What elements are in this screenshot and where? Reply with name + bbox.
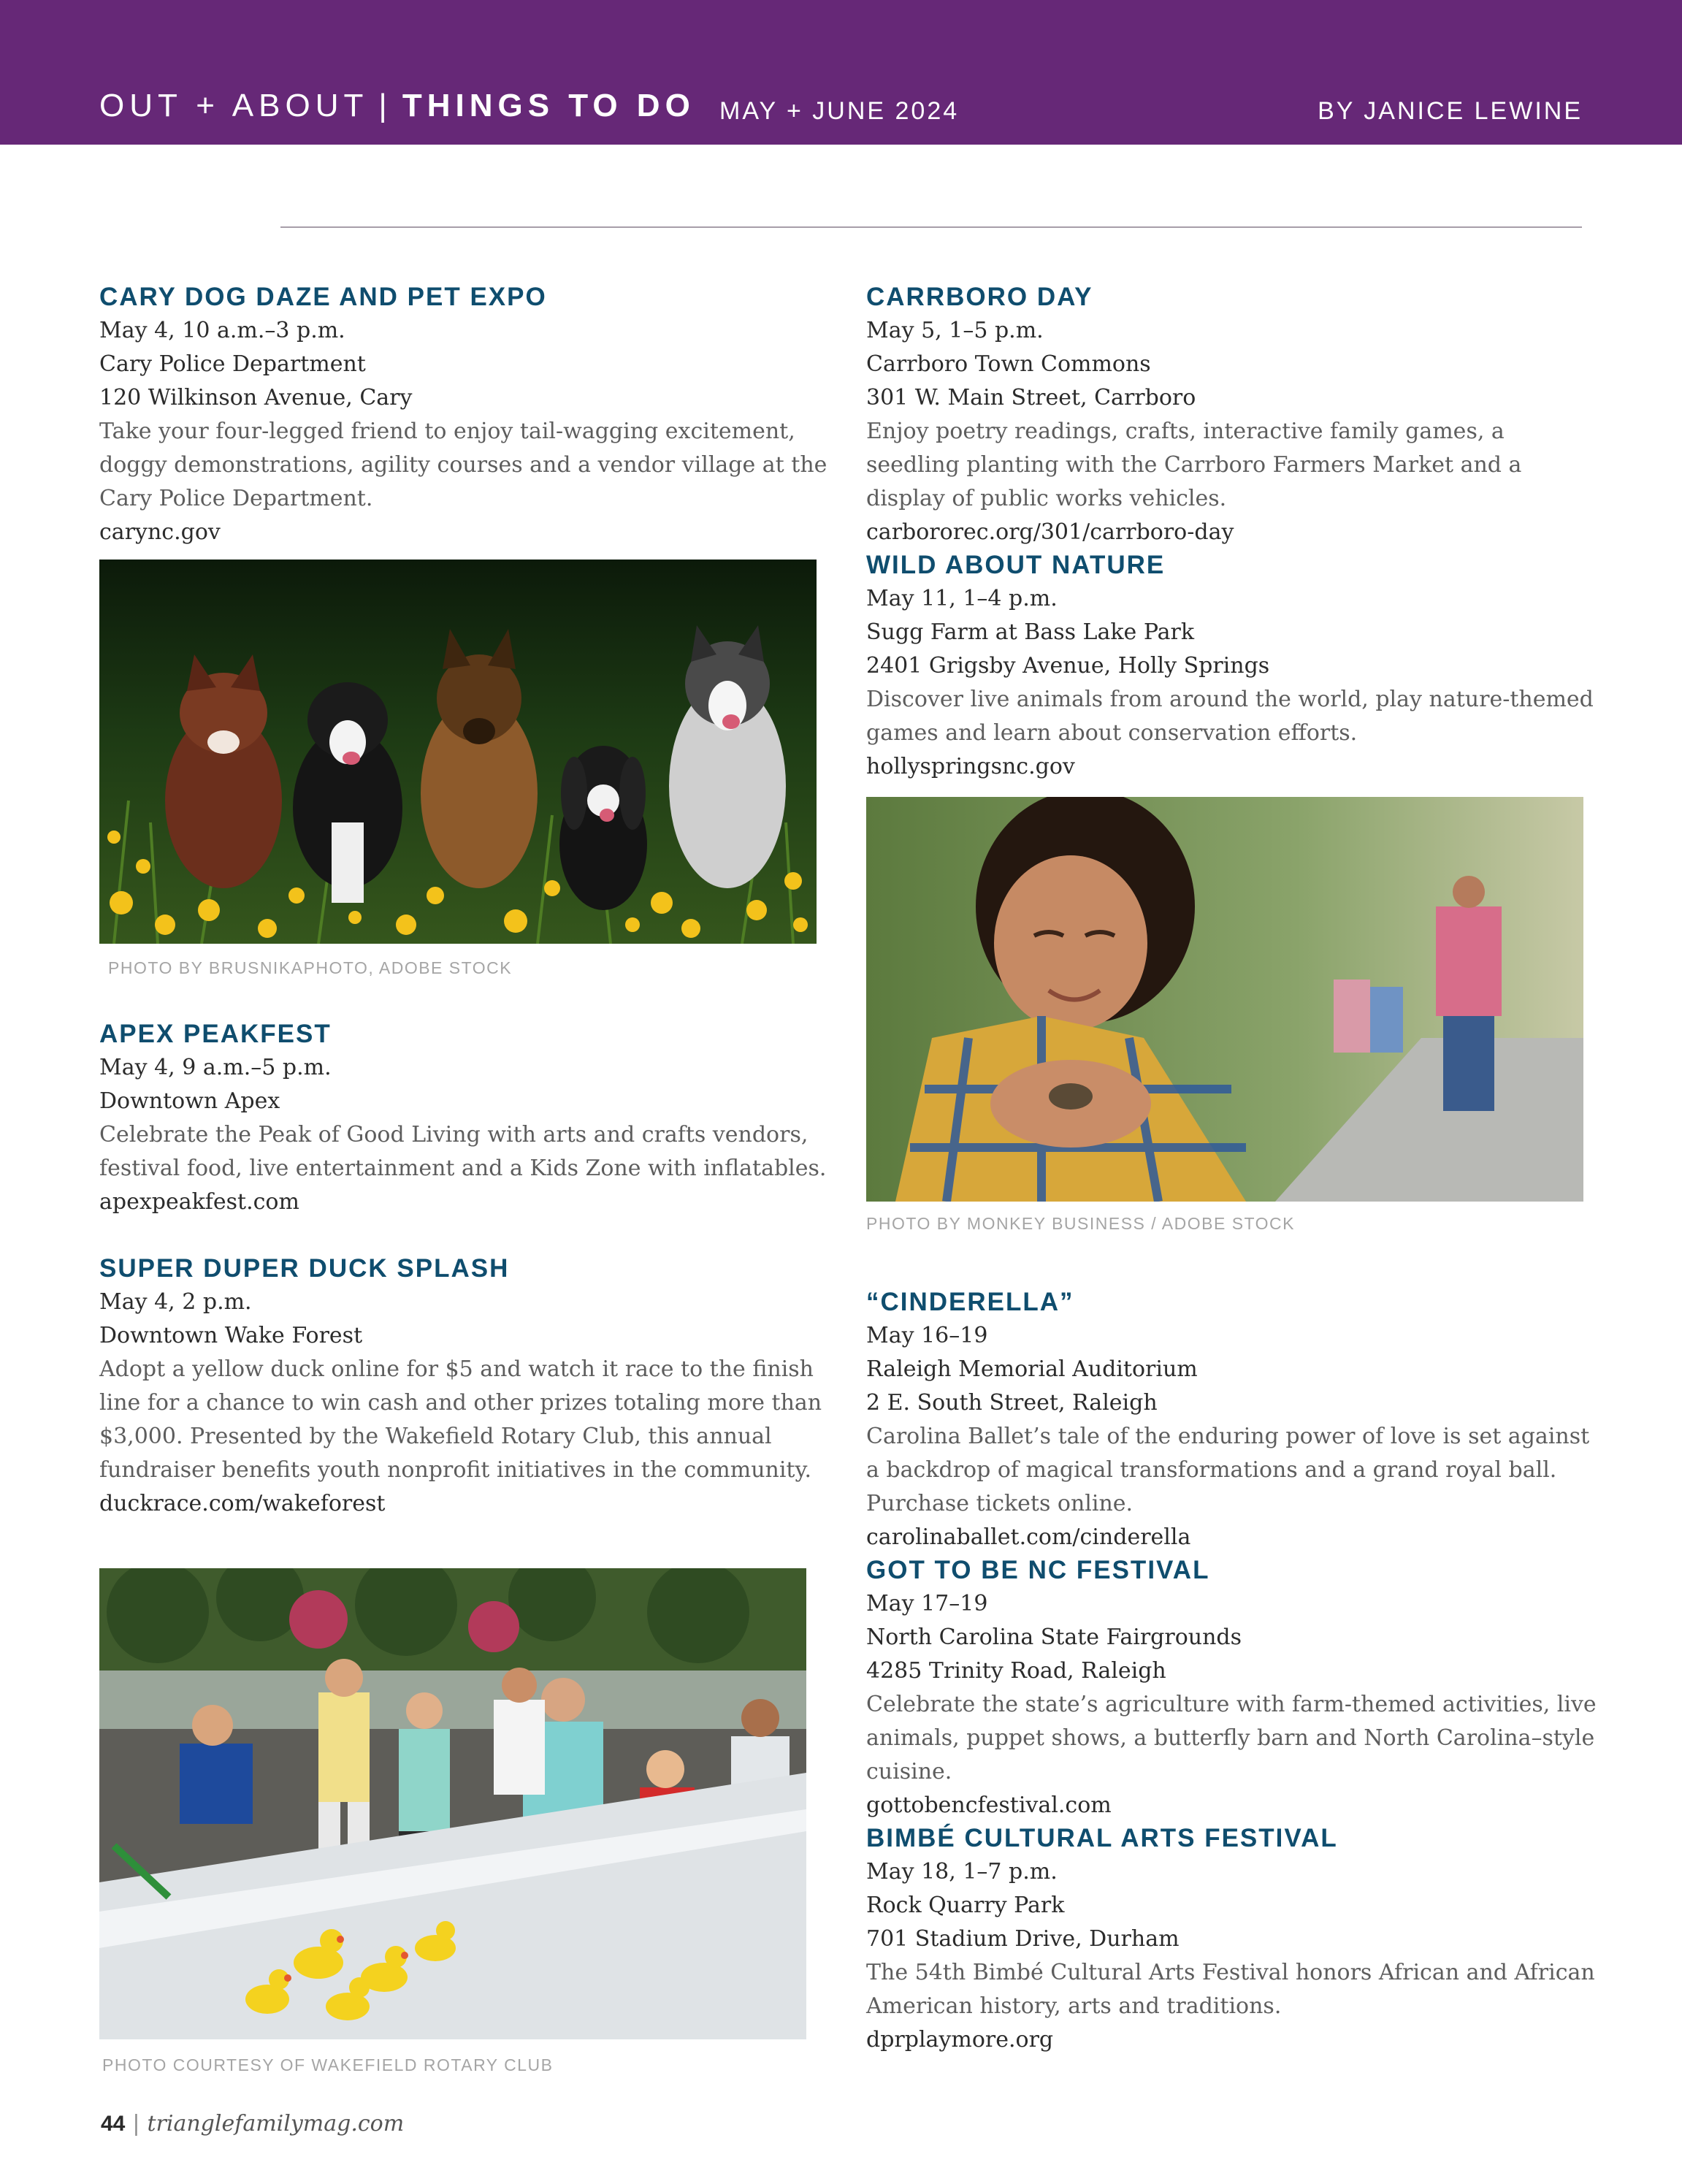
section-heading <box>99 88 695 124</box>
event-cary-dog-daze <box>99 280 830 549</box>
section-title: THINGS TO DO <box>402 88 695 123</box>
event-venue: North Carolina State Fairgrounds <box>866 1624 1242 1650</box>
photo-credit-girl: PHOTO BY MONKEY BUSINESS / ADOBE STOCK <box>866 1214 1296 1233</box>
event-duck-splash <box>99 1252 830 1521</box>
event-when: May 11, 1–4 p.m. <box>866 586 1058 611</box>
event-description: Discover live animals from around the world, play nature-themed games and learn about conservation efforts. <box>866 687 1594 746</box>
event-title: BIMBÉ CULTURAL ARTS FESTIVAL <box>866 1824 1338 1852</box>
page-footer <box>101 2111 404 2137</box>
event-title: SUPER DUPER DUCK SPLASH <box>99 1254 510 1283</box>
event-venue: Cary Police Department <box>99 351 366 377</box>
event-when: May 4, 10 a.m.–3 p.m. <box>99 318 345 343</box>
event-venue: Raleigh Memorial Auditorium <box>866 1356 1198 1382</box>
event-url[interactable]: carync.gov <box>99 519 221 545</box>
event-url[interactable]: duckrace.com/wakeforest <box>99 1491 386 1516</box>
event-when: May 4, 9 a.m.–5 p.m. <box>99 1055 332 1080</box>
event-title: APEX PEAKFEST <box>99 1020 332 1048</box>
footer-site[interactable]: trianglefamilymag.com <box>147 2111 405 2137</box>
event-address: 120 Wilkinson Avenue, Cary <box>99 385 413 411</box>
event-description: Carolina Ballet’s tale of the enduring power of love is set against a backdrop of magical transformations and a grand royal ball. Purchase tickets online. <box>866 1424 1590 1516</box>
event-address: 301 W. Main Street, Carrboro <box>866 385 1196 411</box>
event-title: CARRBORO DAY <box>866 283 1093 311</box>
event-url[interactable]: gottobencfestival.com <box>866 1792 1112 1818</box>
page-number: 44 <box>101 2112 126 2136</box>
event-url[interactable]: carolinaballet.com/cinderella <box>866 1524 1191 1550</box>
section-label: OUT + ABOUT <box>99 88 369 123</box>
event-carrboro-day <box>866 280 1597 549</box>
event-description: Adopt a yellow duck online for $5 and watch it race to the finish line for a chance to win cash and other prizes totaling more than $3,000. Presented by the Wakefield Rotary Club, this annual fundraiser benefits youth nonprofit initiatives in the community. <box>99 1356 822 1483</box>
event-url[interactable]: hollyspringsnc.gov <box>866 754 1075 779</box>
event-address: 2 E. South Street, Raleigh <box>866 1390 1158 1416</box>
event-description: Celebrate the Peak of Good Living with arts and crafts vendors, festival food, live entertainment and a Kids Zone with inflatables. <box>99 1122 827 1181</box>
event-venue: Rock Quarry Park <box>866 1893 1065 1918</box>
divider-rule <box>280 226 1582 228</box>
event-description: Celebrate the state’s agriculture with farm-themed activities, live animals, puppet shows, a butterfly barn and North Carolina–style cuisine. <box>866 1692 1597 1784</box>
event-address: 4285 Trinity Road, Raleigh <box>866 1658 1166 1684</box>
event-when: May 5, 1–5 p.m. <box>866 318 1044 343</box>
event-description: Enjoy poetry readings, crafts, interactive family games, a seedling planting with the Carrboro Farmers Market and a display of public works vehicles. <box>866 419 1522 511</box>
event-got-to-be-nc <box>866 1554 1597 1822</box>
event-when: May 17–19 <box>866 1591 988 1616</box>
event-description: Take your four-legged friend to enjoy tail-wagging excitement, doggy demonstrations, agility courses and a vendor village at the Cary Police Department. <box>99 419 827 511</box>
event-venue: Carrboro Town Commons <box>866 351 1151 377</box>
event-title: CARY DOG DAZE AND PET EXPO <box>99 283 547 311</box>
header-band <box>0 0 1682 145</box>
event-venue: Sugg Farm at Bass Lake Park <box>866 619 1195 645</box>
event-url[interactable]: carbororec.org/301/carrboro-day <box>866 519 1234 545</box>
event-when: May 18, 1–7 p.m. <box>866 1859 1058 1885</box>
girl-with-frog-photo <box>866 797 1583 1202</box>
event-url[interactable]: dprplaymore.org <box>866 2027 1054 2053</box>
section-separator: | <box>378 88 392 123</box>
photo-credit-dogs: PHOTO BY BRUSNIKAPHOTO, ADOBE STOCK <box>108 958 513 977</box>
event-address: 701 Stadium Drive, Durham <box>866 1926 1180 1952</box>
event-cinderella <box>866 1286 1597 1554</box>
footer-separator: | <box>132 2111 140 2137</box>
event-title: “CINDERELLA” <box>866 1288 1074 1316</box>
event-apex-peakfest <box>99 1017 830 1219</box>
event-wild-about-nature <box>866 549 1597 784</box>
event-venue: Downtown Wake Forest <box>99 1323 363 1348</box>
event-when: May 4, 2 p.m. <box>99 1289 252 1315</box>
byline: BY JANICE LEWINE <box>1318 97 1583 125</box>
photo-credit-ducks: PHOTO COURTESY OF WAKEFIELD ROTARY CLUB <box>102 2055 554 2074</box>
event-title: GOT TO BE NC FESTIVAL <box>866 1556 1210 1584</box>
event-venue: Downtown Apex <box>99 1088 280 1114</box>
event-address: 2401 Grigsby Avenue, Holly Springs <box>866 653 1270 679</box>
dogs-photo <box>99 560 817 944</box>
duck-race-photo <box>99 1568 806 2039</box>
event-title: WILD ABOUT NATURE <box>866 551 1166 579</box>
issue-date: MAY + JUNE 2024 <box>719 97 960 125</box>
event-bimbe-festival <box>866 1822 1597 2057</box>
event-url[interactable]: apexpeakfest.com <box>99 1189 299 1215</box>
event-description: The 54th Bimbé Cultural Arts Festival honors African and African American history, arts and traditions. <box>866 1960 1595 2019</box>
event-when: May 16–19 <box>866 1323 988 1348</box>
